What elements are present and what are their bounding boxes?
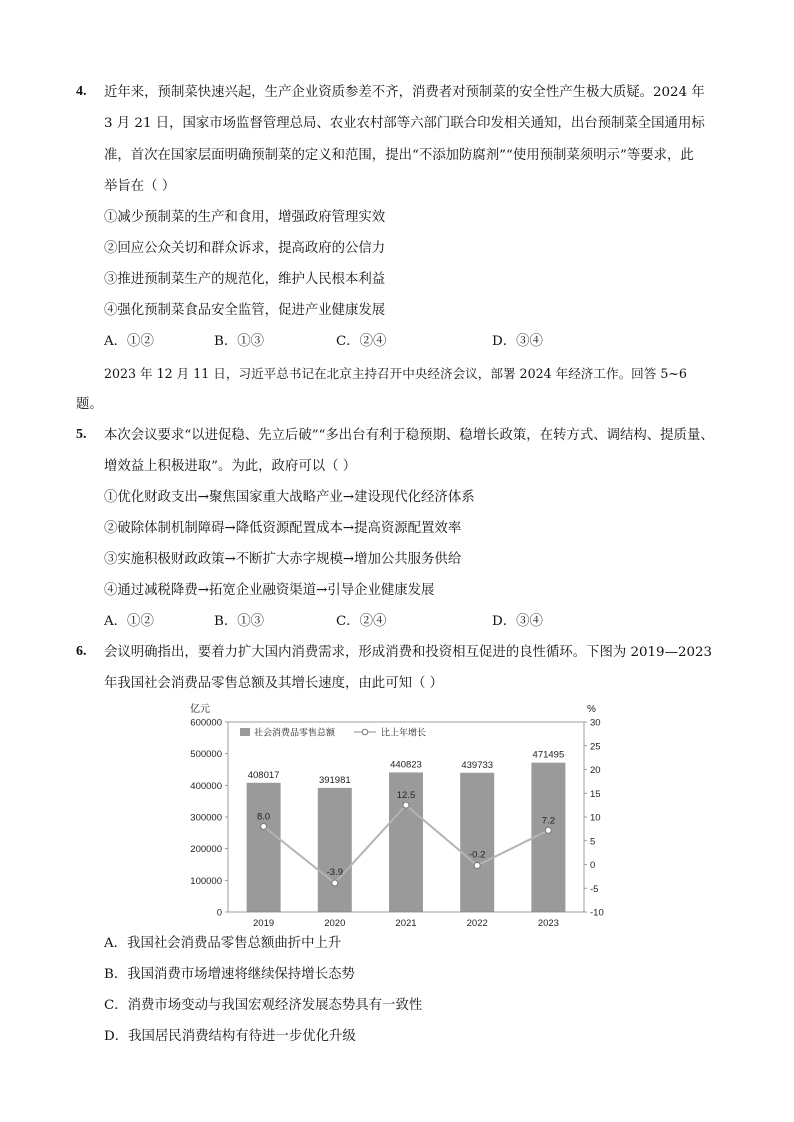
growth-point bbox=[261, 824, 267, 830]
statement: ①优化财政支出→聚焦国家重大战略产业→建设现代化经济体系 bbox=[104, 490, 475, 505]
statement: ②破除体制机制障碍→降低资源配置成本→提高资源配置效率 bbox=[104, 521, 462, 536]
right-tick-label: 0 bbox=[590, 860, 596, 871]
bar bbox=[318, 788, 352, 912]
right-tick-label: 15 bbox=[590, 788, 601, 800]
choice-b[interactable]: B．①③ bbox=[214, 334, 265, 349]
bar bbox=[460, 773, 494, 912]
growth-value-label: 7.2 bbox=[541, 815, 556, 827]
left-tick-label: 200000 bbox=[190, 844, 222, 856]
growth-point bbox=[474, 862, 480, 868]
choice-d[interactable]: D．我国居民消费结构有待进一步优化升级 bbox=[104, 1029, 356, 1044]
left-tick-label: 100000 bbox=[190, 875, 222, 887]
choice-b[interactable]: B．我国消费市场增速将继续保持增长态势 bbox=[104, 967, 355, 982]
growth-value-label: 12.5 bbox=[396, 790, 416, 802]
right-tick-label: -5 bbox=[590, 883, 599, 895]
question-number: 6. bbox=[76, 644, 87, 659]
statement: ④强化预制菜食品安全监管，促进产业健康发展 bbox=[104, 303, 386, 318]
growth-point bbox=[545, 827, 551, 833]
x-tick-label: 2023 bbox=[537, 918, 559, 929]
choice-c[interactable]: C．②④ bbox=[336, 614, 387, 629]
right-tick-label: 25 bbox=[590, 741, 601, 753]
right-tick-label: 5 bbox=[590, 836, 596, 848]
question-stem-line: 举旨在（ ） bbox=[104, 179, 176, 194]
question-number: 4. bbox=[76, 84, 87, 99]
bar-value-label: 391981 bbox=[318, 774, 351, 786]
statement: ①减少预制菜的生产和食用，增强政府管理实效 bbox=[104, 210, 386, 225]
bar-value-label: 440823 bbox=[390, 759, 422, 771]
choice-a[interactable]: A．我国社会消费品零售总额曲折中上升 bbox=[104, 936, 342, 951]
legend-line-label: 比上年增长 bbox=[381, 727, 427, 738]
legend-bar-swatch bbox=[240, 728, 250, 736]
question-stem-line: 年我国社会消费品零售总额及其增长速度，由此可知（ ） bbox=[104, 676, 444, 691]
statement: ③推进预制菜生产的规范化，维护人民根本利益 bbox=[104, 272, 386, 287]
right-tick-label: 30 bbox=[590, 717, 601, 729]
right-tick-label: 20 bbox=[590, 765, 601, 776]
growth-value-label: -3.9 bbox=[326, 867, 343, 879]
left-tick-label: 300000 bbox=[190, 812, 222, 824]
left-tick-label: 600000 bbox=[190, 717, 222, 729]
right-tick-label: -10 bbox=[590, 907, 604, 919]
left-tick-label: 400000 bbox=[190, 780, 222, 792]
legend-bar-label: 社会消费品零售总额 bbox=[254, 727, 336, 738]
question-stem-line: 增效益上积极进取”。为此，政府可以（ ） bbox=[104, 459, 357, 474]
x-tick-label: 2022 bbox=[466, 918, 488, 929]
question-stem-line: 近年来，预制菜快速兴起，生产企业资质参差不齐，消费者对预制菜的安全性产生极大质疑。2024 年 bbox=[104, 85, 705, 100]
growth-point bbox=[332, 880, 338, 886]
left-tick-label: 500000 bbox=[190, 749, 222, 761]
statement: ④通过减税降费→拓宽企业融资渠道→引导企业健康发展 bbox=[104, 583, 435, 598]
question-stem-line: 3 月 21 日，国家市场监督管理总局、农业农村部等六部门联合印发相关通知，出台预制菜全国通用标 bbox=[104, 116, 705, 131]
choice-c[interactable]: C．消费市场变动与我国宏观经济发展态势具有一致性 bbox=[104, 998, 423, 1013]
x-tick-label: 2019 bbox=[253, 918, 275, 929]
intro-text: 2023 年 12 月 11 日，习近平总书记在北京主持召开中央经济会议，部署 2024 年经济工作。回答 5~6 bbox=[104, 366, 687, 381]
choice-d[interactable]: D．③④ bbox=[492, 614, 543, 629]
bar bbox=[247, 783, 281, 912]
x-tick-label: 2020 bbox=[324, 918, 346, 929]
growth-value-label: -0.2 bbox=[469, 849, 486, 861]
choice-a[interactable]: A．①② bbox=[104, 334, 154, 349]
retail-sales-chart bbox=[176, 698, 616, 932]
choice-d[interactable]: D．③④ bbox=[492, 334, 543, 349]
left-axis-label: 亿元 bbox=[190, 704, 210, 715]
statement: ②回应公众关切和群众诉求，提高政府的公信力 bbox=[104, 241, 386, 256]
right-tick-label: 10 bbox=[590, 812, 601, 824]
question-number: 5. bbox=[76, 427, 87, 442]
choice-c[interactable]: C．②④ bbox=[336, 334, 387, 349]
choice-b[interactable]: B．①③ bbox=[214, 614, 265, 629]
bar-value-label: 471495 bbox=[532, 749, 565, 761]
growth-point bbox=[403, 802, 409, 808]
bar-value-label: 439733 bbox=[461, 759, 494, 771]
right-axis-label: % bbox=[587, 704, 596, 715]
question-stem-line: 会议明确指出，要着力扩大国内消费需求，形成消费和投资相互促进的良性循环。下图为 2019—2023 bbox=[104, 645, 713, 660]
x-tick-label: 2021 bbox=[395, 918, 417, 929]
statement: ③实施积极财政政策→不断扩大赤字规模→增加公共服务供给 bbox=[104, 552, 462, 567]
legend-line-marker bbox=[362, 729, 368, 735]
bar-value-label: 408017 bbox=[247, 769, 280, 781]
question-stem-line: 本次会议要求“以进促稳、先立后破”“多出台有利于稳预期、稳增长政策，在转方式、调结构、提质量、 bbox=[104, 428, 714, 443]
choice-a[interactable]: A．①② bbox=[104, 614, 154, 629]
bar bbox=[531, 763, 565, 912]
growth-value-label: 8.0 bbox=[256, 811, 271, 823]
intro-text: 题。 bbox=[76, 397, 103, 412]
left-tick-label: 0 bbox=[216, 907, 222, 919]
question-stem-line: 准，首次在国家层面明确预制菜的定义和范围，提出“不添加防腐剂”“使用预制菜须明示”等要求，此 bbox=[104, 148, 694, 163]
